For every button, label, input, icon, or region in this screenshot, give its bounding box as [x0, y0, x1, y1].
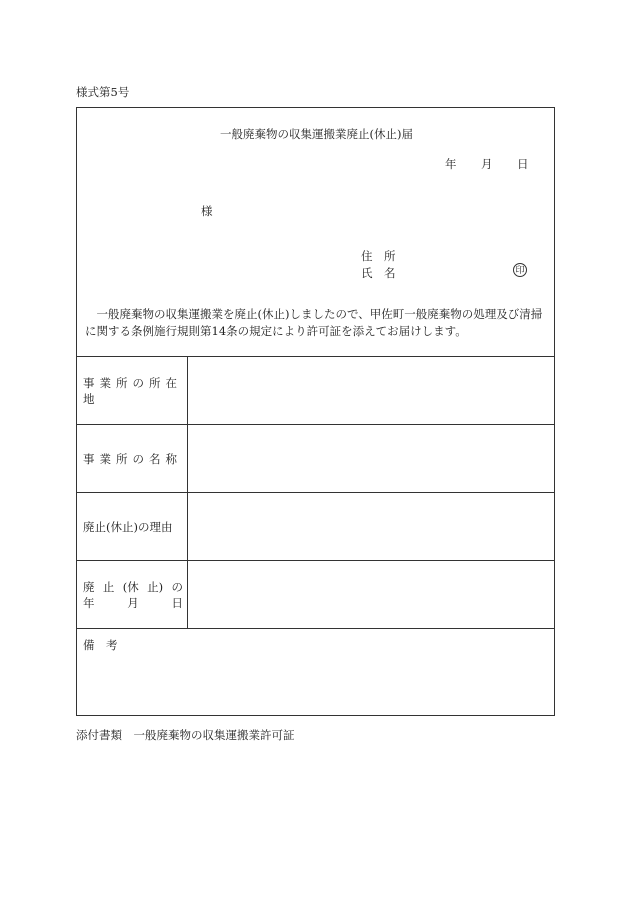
- suspension-date-label: [77, 561, 188, 628]
- remarks-label: 備 考: [83, 638, 118, 652]
- office-name-field[interactable]: [189, 425, 554, 492]
- name-label: 氏 名: [361, 266, 396, 280]
- label-char: 止: [102, 579, 115, 594]
- details-table: [77, 356, 554, 718]
- notification-body: 一般廃棄物の収集運搬業を廃止(休止)しましたので、甲佐町一般廃棄物の処理及び清掃に関する条例施行規則第14条の規定により許可証を添えてお届けします。: [85, 307, 543, 338]
- reason-field[interactable]: [189, 493, 554, 560]
- label-char: の: [171, 579, 183, 594]
- label-char: 年: [83, 595, 95, 610]
- label-char: 止): [147, 579, 164, 594]
- table-row-date: [77, 560, 554, 628]
- label-char: 日: [171, 595, 183, 610]
- form-frame: [76, 107, 555, 716]
- date-year-label: 年: [445, 157, 457, 171]
- attachments-note: 添付書類 一般廃棄物の収集運搬業許可証: [76, 728, 295, 742]
- suspension-date-field[interactable]: [189, 561, 554, 628]
- date-day-label: 日: [517, 157, 529, 171]
- table-row-reason: [77, 492, 554, 560]
- remarks-section[interactable]: [77, 628, 554, 718]
- label-char: 廃: [83, 579, 95, 594]
- office-name-label: 事業所の名称: [77, 425, 188, 492]
- table-row-office-location: [77, 356, 554, 424]
- office-location-field[interactable]: [189, 357, 554, 424]
- seal-mark: 印: [513, 263, 527, 277]
- label-char: 月: [127, 595, 139, 610]
- table-row-office-name: [77, 424, 554, 492]
- date-month-label: 月: [481, 157, 493, 171]
- office-location-label: 事業所の所在地: [77, 357, 188, 424]
- form-number: 様式第5号: [76, 85, 130, 99]
- suspension-date-label-line1: [83, 579, 183, 595]
- address-label: 住 所: [361, 249, 396, 263]
- suspension-date-label-line2: [83, 595, 183, 611]
- form-title: 一般廃棄物の収集運搬業廃止(休止)届: [220, 127, 413, 141]
- reason-label: 廃止(休止)の理由: [77, 493, 188, 560]
- addressee-suffix: 様: [201, 204, 213, 218]
- label-char: (休: [122, 579, 139, 594]
